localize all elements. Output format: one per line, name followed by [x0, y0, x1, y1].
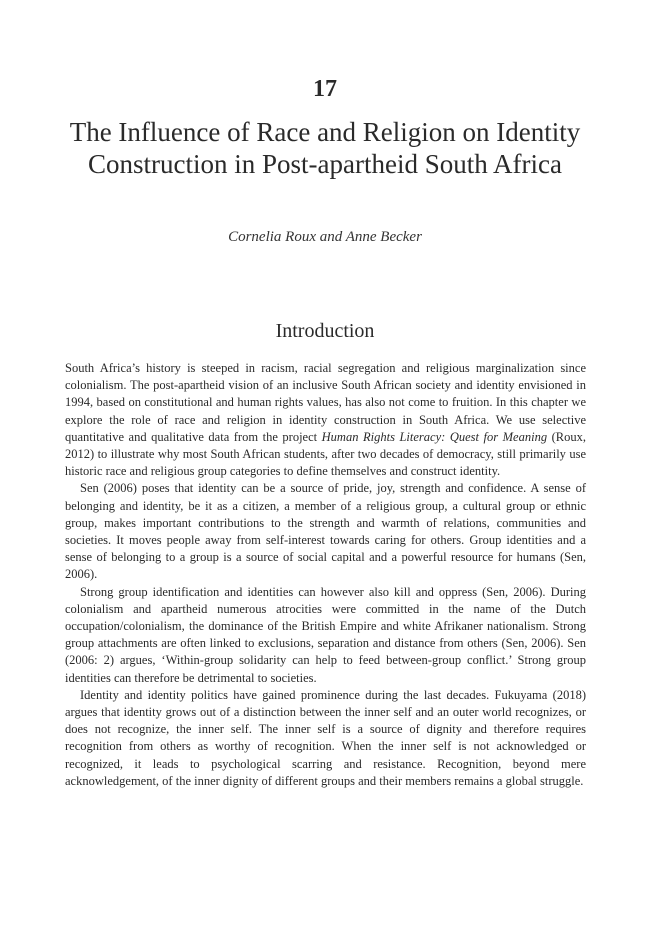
paragraph-1-text-a: South Africa’s history is steeped in racism, racial segregation and religious marginalization since colonialism. The post-apartheid vision of an inclusive South African society and identity envisioned in 1994, based on constitutional and human rights values, has also not come to fruition. In this chapter we explore the role of race and religion in identity construction in South Africa. We use selective quantitative and qualitative data from the project	[65, 361, 586, 444]
paragraph-3: Strong group identification and identities can however also kill and oppress (Sen, 2006). During colonialism and apartheid numerous atrocities were committed in the name of the Dutch occupation/colonialism, the dominance of the British Empire and white Afrikaner nationalism. Strong group attachments are often linked to exclusions, separation and distance from others (Sen, 2006). Sen (2006: 2) argues, ‘Within-group solidarity can help to feed between-group conflict.’ Strong group identities can therefore be detrimental to societies.	[65, 584, 586, 685]
paragraph-1	[65, 360, 586, 480]
paragraph-1-text-b: (Roux, 2012) to illustrate why most South African students, after two decades of democracy, still primarily use historic race and religious group categories to define themselves and construct identity.	[65, 429, 586, 479]
body-text	[65, 360, 586, 790]
project-title: Human Rights Literacy: Quest for Meaning	[321, 429, 548, 444]
paragraph-4: Identity and identity politics have gained prominence during the last decades. Fukuyama (2018) argues that identity grows out of a distinction between the inner self and an outer world recognizes, or does not recognize, the inner self. The inner self is a source of dignity and therefore requires recognition from others as worthy of recognition. When the inner self is not acknowledged or recognized, it leads to psychological scarring and resistance. Recognition, beyond mere acknowledgement, of the inner dignity of different groups and their members remains a global struggle.	[65, 687, 586, 788]
section-heading: Introduction	[275, 320, 375, 342]
paragraph-2: Sen (2006) poses that identity can be a source of pride, joy, strength and confidence. A sense of belonging and identity, be it as a citizen, a member of a religious group, a cultural group or ethnic group, makes important contributions to the strength and warmth of relations, communities and societies. It moves people away from self-interest towards caring for others. Group identities and a sense of belonging to a group is a source of social capital and a powerful resource for humans (Sen, 2006).	[65, 481, 586, 582]
chapter-authors: Cornelia Roux and Anne Becker	[228, 229, 422, 245]
chapter-title: The Influence of Race and Religion on Identity Construction in Post-apartheid South Africa	[69, 117, 581, 179]
chapter-number: 17	[313, 76, 337, 102]
